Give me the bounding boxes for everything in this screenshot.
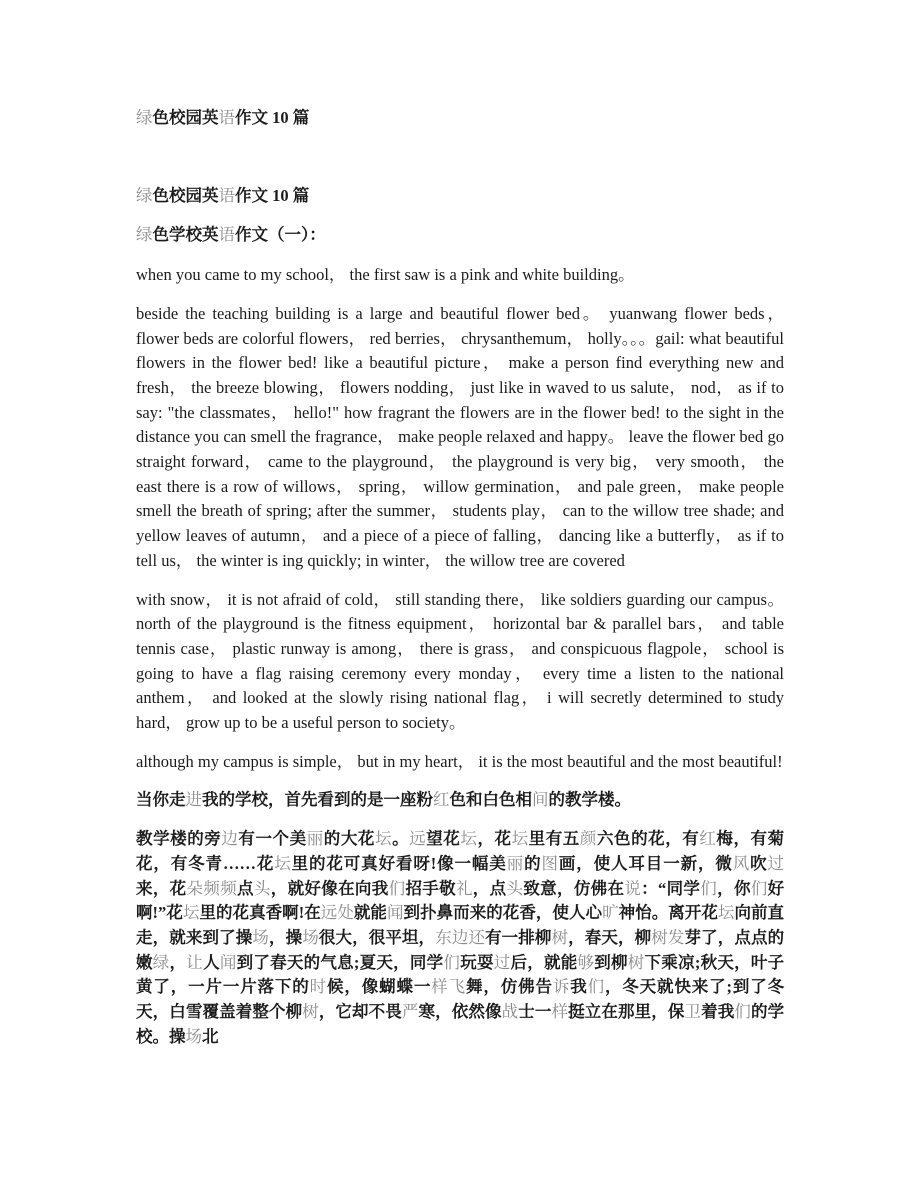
fallback-glyph: 闻 bbox=[386, 903, 404, 923]
fallback-glyph: 卫 bbox=[684, 1002, 702, 1022]
fallback-glyph: 远 bbox=[320, 903, 338, 923]
fallback-glyph: 风 bbox=[732, 853, 751, 873]
fallback-glyph: 进 bbox=[185, 790, 202, 810]
fallback-glyph: 严 bbox=[401, 1002, 419, 1022]
fallback-glyph: 频 bbox=[203, 878, 221, 898]
fallback-glyph: 频 bbox=[220, 878, 238, 898]
fallback-glyph: 坛 bbox=[460, 829, 478, 849]
fallback-glyph: 树 bbox=[627, 952, 645, 972]
fallback-glyph: 还 bbox=[468, 927, 486, 947]
fallback-glyph: 丽 bbox=[306, 829, 324, 849]
fallback-glyph: 语 bbox=[218, 225, 235, 245]
fallback-glyph: 场 bbox=[185, 1026, 202, 1046]
fallback-glyph: 颜 bbox=[579, 829, 597, 849]
fallback-glyph: 东 bbox=[435, 927, 452, 947]
fallback-glyph: 场 bbox=[302, 927, 319, 947]
fallback-glyph: 远 bbox=[409, 829, 427, 849]
fallback-glyph: 们 bbox=[587, 977, 605, 997]
doc-title: 绿色校园英语作文 10 篇 bbox=[136, 108, 310, 127]
fallback-glyph: 绿 bbox=[136, 225, 153, 245]
fallback-glyph: 绿 bbox=[152, 952, 170, 972]
fallback-glyph: 绿 bbox=[136, 185, 153, 205]
paragraph-zh-1: 当你走进我的学校，首先看到的是一座粉红色和白色相间的教学楼。 bbox=[136, 790, 631, 810]
fallback-glyph: 发 bbox=[667, 927, 685, 947]
fallback-glyph: 们 bbox=[700, 878, 718, 898]
paragraph-zh-2: 教学楼的旁边有一个美丽的大花坛。远望花坛，花坛里有五颜六色的花，有红梅，有菊花，有冬青……花坛里的花可真好看呀!像一幅美丽的图画，使人耳目一新，微风吹过来，花朵频频点头，就好像在向我们招手敬礼，点头致意，仿佛在说：“同学们，你们好啊!”花坛里的花真香啊!在远处就能闻到扑鼻而来的花香，使人心旷神怡。离开花坛向前直走，就来到了操场，操场很大，很平坦，东边还有一排柳树，春天，柳树发芽了，点点的嫩绿，让人闻到了春天的气息;夏天，同学们玩耍过后，就能够到柳树下乘凉;秋天，叶子黄了，一片一片落下的时候，像蝴蝶一样飞舞，仿佛告诉我们，冬天就快来了;到了冬天，白雪覆盖着整个柳树，它却不畏严寒，依然像战士一样挺立在那里，保卫着我们的学校。操场北 bbox=[136, 829, 785, 1046]
fallback-glyph: 头 bbox=[253, 878, 271, 898]
fallback-glyph: 红 bbox=[433, 790, 450, 810]
fallback-glyph: 们 bbox=[388, 878, 406, 898]
paragraph-en-3: with snow， it is not afraid of cold， still standing there， like soldiers guarding our campus。 north of the playground is the fitness equipment， horizontal bar & parallel bars， and table tennis case， plastic runway is among， there is grass， and conspicuous flagpole， school is going to have a flag raising ceremony every monday， every time a listen to the national anthem， and looked at the slowly rising national flag， i will secretly determined to study hard， grow up to be a useful person to society。 bbox=[136, 589, 784, 733]
fallback-glyph: 闻 bbox=[219, 952, 237, 972]
fallback-glyph: 坛 bbox=[182, 903, 200, 923]
fallback-glyph: 礼 bbox=[455, 878, 473, 898]
fallback-glyph: 战 bbox=[501, 1002, 519, 1022]
fallback-glyph: 丽 bbox=[506, 853, 525, 873]
fallback-glyph: 样 bbox=[551, 1002, 569, 1022]
fallback-glyph: 飞 bbox=[448, 977, 466, 997]
section-title: 绿色校园英语作文 10 篇 bbox=[136, 185, 310, 205]
fallback-glyph: 让 bbox=[186, 952, 204, 972]
fallback-glyph: 树 bbox=[302, 1002, 319, 1022]
fallback-glyph: 边 bbox=[451, 927, 469, 947]
fallback-glyph: 语 bbox=[218, 185, 235, 205]
fallback-glyph: 处 bbox=[337, 903, 354, 923]
fallback-glyph: 够 bbox=[577, 952, 595, 972]
fallback-glyph: 朵 bbox=[186, 878, 204, 898]
fallback-glyph: 过 bbox=[493, 952, 511, 972]
fallback-glyph: 头 bbox=[506, 878, 524, 898]
fallback-glyph: 们 bbox=[750, 878, 768, 898]
paragraph-en-1: when you came to my school， the first saw is a pink and white building。 bbox=[136, 265, 635, 285]
paragraph-en-2: beside the teaching building is a large and beautiful flower bed。 yuanwang flower beds， flower beds are colorful flowers， red berries， chrysanthemum， holly。。。gail: what beautiful flowers in the flower bed! like a beautiful picture， make a person find everything new and fresh， the breeze blowing， flowers nodding， just like in waved to us salute， nod， as if to say: "the classmates， hello!" how fragrant the flowers are in the flower bed! to the sight in the distance you can smell the fragrance， make people relaxed and happy。 leave the flower bed go straight forward， came to the playground， the playground is very big， very smooth， the east there is a row of willows， spring， willow germination， and pale green， make people smell the breath of spring; after the summer， students play， can to the willow tree shade; and yellow leaves of autumn， and a piece of a piece of falling， dancing like a butterfly， as if to tell us， the winter is ing quickly; in winter， the willow tree are covered bbox=[136, 303, 784, 570]
essay-subtitle: 绿色学校英语作文（一）： bbox=[136, 225, 326, 245]
fallback-glyph: 图 bbox=[541, 853, 559, 873]
fallback-glyph: 场 bbox=[252, 927, 269, 947]
fallback-glyph: 诉 bbox=[552, 977, 571, 997]
fallback-glyph: 边 bbox=[221, 829, 239, 849]
fallback-glyph: 旷 bbox=[602, 903, 619, 923]
fallback-glyph: 语 bbox=[218, 108, 235, 127]
fallback-glyph: 样 bbox=[431, 977, 449, 997]
fallback-glyph: 们 bbox=[734, 1002, 751, 1022]
fallback-glyph: 过 bbox=[767, 853, 785, 873]
fallback-glyph: 绿 bbox=[136, 108, 153, 127]
fallback-glyph: 树 bbox=[551, 927, 569, 947]
paragraph-en-4: although my campus is simple， but in my heart， it is the most beautiful and the most beautiful! bbox=[136, 751, 783, 771]
fallback-glyph: 间 bbox=[532, 790, 549, 810]
fallback-glyph: 们 bbox=[443, 952, 461, 972]
fallback-glyph: 坛 bbox=[374, 829, 393, 849]
fallback-glyph: 树 bbox=[651, 927, 668, 947]
fallback-glyph: 红 bbox=[699, 829, 717, 849]
fallback-glyph: 坛 bbox=[274, 853, 292, 873]
fallback-glyph: 坛 bbox=[511, 829, 529, 849]
fallback-glyph: 时 bbox=[309, 977, 328, 997]
fallback-glyph: 说 bbox=[624, 878, 642, 898]
fallback-glyph: 坛 bbox=[717, 903, 735, 923]
